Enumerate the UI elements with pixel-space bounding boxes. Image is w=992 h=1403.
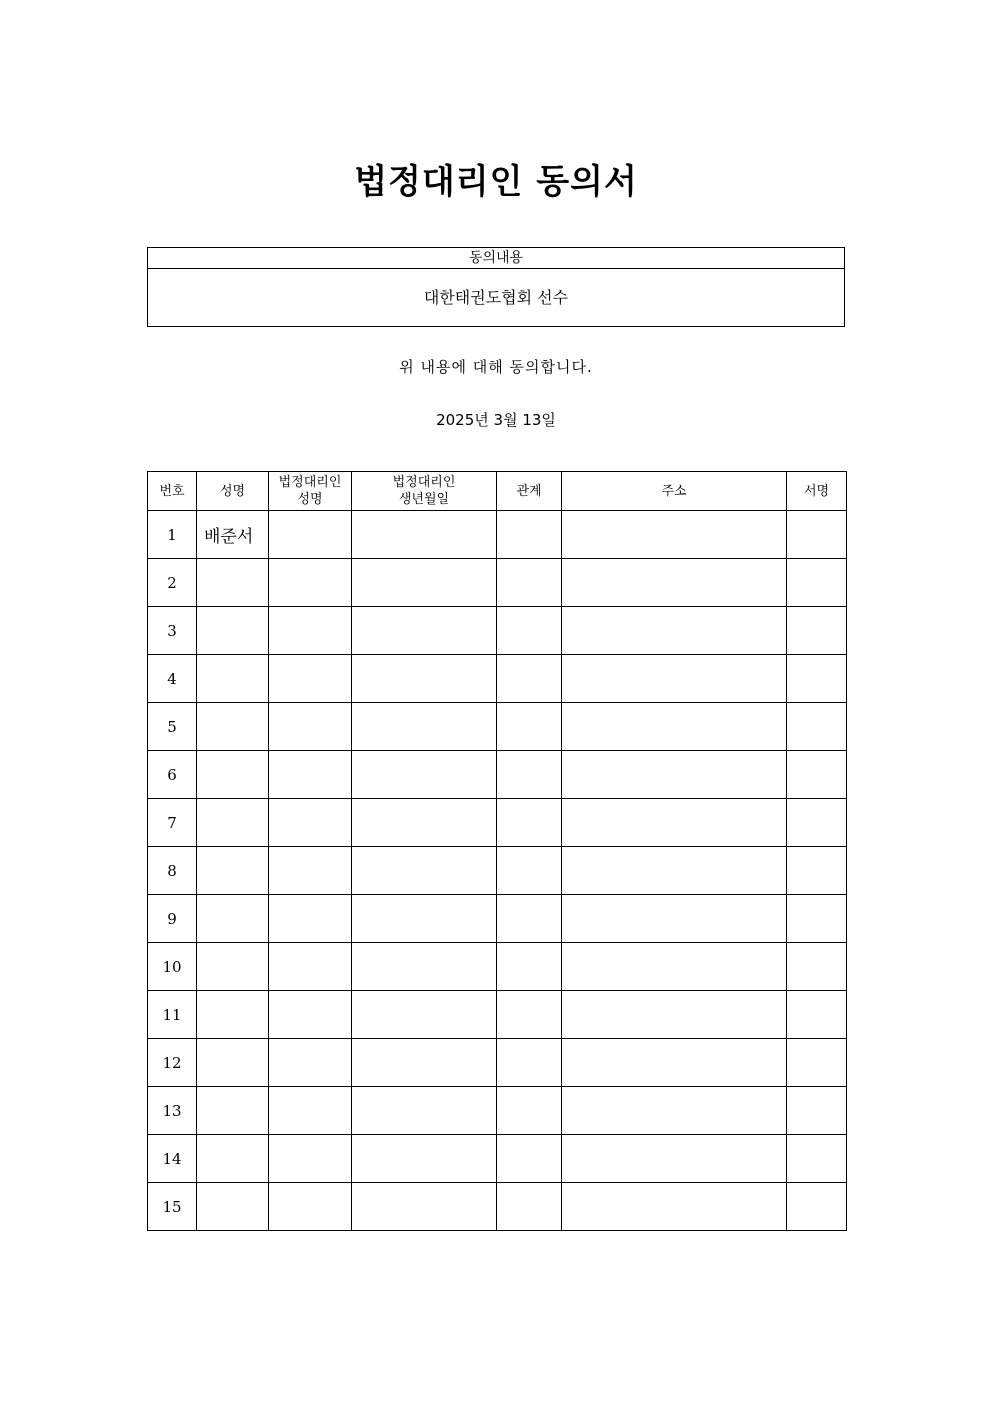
consent-header: 동의내용 <box>148 248 844 269</box>
cell-address <box>562 559 787 607</box>
table-header-row <box>148 472 847 511</box>
table-row <box>148 703 847 751</box>
cell-number: 13 <box>148 1087 197 1135</box>
cell-relation <box>497 1039 562 1087</box>
cell-relation <box>497 1087 562 1135</box>
cell-guardian-birth <box>352 511 497 559</box>
table-row <box>148 847 847 895</box>
cell-guardian-birth <box>352 847 497 895</box>
cell-number: 4 <box>148 655 197 703</box>
cell-signature <box>787 895 847 943</box>
cell-guardian-name <box>269 703 352 751</box>
guardian-roster-table <box>147 471 847 1231</box>
cell-address <box>562 751 787 799</box>
header-guardian-birth <box>352 472 497 511</box>
cell-name <box>197 559 269 607</box>
cell-address <box>562 655 787 703</box>
cell-address <box>562 511 787 559</box>
table-row <box>148 895 847 943</box>
cell-number: 8 <box>148 847 197 895</box>
table-row <box>148 1087 847 1135</box>
cell-relation <box>497 607 562 655</box>
table-row <box>148 511 847 559</box>
cell-relation <box>497 751 562 799</box>
cell-name <box>197 1135 269 1183</box>
cell-guardian-name <box>269 799 352 847</box>
cell-number: 6 <box>148 751 197 799</box>
cell-name <box>197 1039 269 1087</box>
cell-guardian-name <box>269 559 352 607</box>
cell-name <box>197 1087 269 1135</box>
header-guardian-birth-line1: 법정대리인 <box>392 475 456 490</box>
cell-signature <box>787 655 847 703</box>
cell-name <box>197 943 269 991</box>
cell-name <box>197 655 269 703</box>
cell-signature <box>787 943 847 991</box>
cell-number: 7 <box>148 799 197 847</box>
cell-signature <box>787 751 847 799</box>
header-relation: 관계 <box>497 472 562 511</box>
cell-address <box>562 1039 787 1087</box>
header-signature: 서명 <box>787 472 847 511</box>
table-row <box>148 1135 847 1183</box>
cell-guardian-name <box>269 607 352 655</box>
header-name: 성명 <box>197 472 269 511</box>
cell-guardian-name <box>269 1135 352 1183</box>
cell-signature <box>787 559 847 607</box>
cell-guardian-birth <box>352 1087 497 1135</box>
cell-address <box>562 991 787 1039</box>
cell-guardian-birth <box>352 1039 497 1087</box>
cell-number: 3 <box>148 607 197 655</box>
cell-guardian-birth <box>352 895 497 943</box>
cell-number: 12 <box>148 1039 197 1087</box>
table-row <box>148 1183 847 1231</box>
document-title: 법정대리인 동의서 <box>354 162 638 202</box>
cell-guardian-name <box>269 1183 352 1231</box>
table-row <box>148 1039 847 1087</box>
cell-name <box>197 799 269 847</box>
cell-guardian-name <box>269 655 352 703</box>
cell-address <box>562 703 787 751</box>
cell-signature <box>787 1087 847 1135</box>
cell-signature <box>787 703 847 751</box>
cell-relation <box>497 1183 562 1231</box>
cell-relation <box>497 991 562 1039</box>
cell-relation <box>497 943 562 991</box>
cell-guardian-birth <box>352 751 497 799</box>
cell-relation <box>497 847 562 895</box>
cell-guardian-birth <box>352 991 497 1039</box>
header-address: 주소 <box>562 472 787 511</box>
table-row <box>148 607 847 655</box>
cell-relation <box>497 655 562 703</box>
table-row <box>148 991 847 1039</box>
cell-number: 15 <box>148 1183 197 1231</box>
cell-guardian-birth <box>352 1135 497 1183</box>
cell-guardian-birth <box>352 607 497 655</box>
cell-guardian-name <box>269 991 352 1039</box>
cell-name <box>197 991 269 1039</box>
header-guardian-name <box>269 472 352 511</box>
cell-guardian-birth <box>352 1183 497 1231</box>
cell-signature <box>787 1039 847 1087</box>
table-row <box>148 559 847 607</box>
cell-guardian-name <box>269 943 352 991</box>
cell-signature <box>787 991 847 1039</box>
cell-name: 배준서 <box>197 511 269 559</box>
cell-name <box>197 607 269 655</box>
cell-guardian-birth <box>352 943 497 991</box>
cell-name <box>197 847 269 895</box>
cell-guardian-birth <box>352 655 497 703</box>
cell-signature <box>787 799 847 847</box>
cell-number: 2 <box>148 559 197 607</box>
cell-guardian-name <box>269 511 352 559</box>
cell-signature <box>787 1183 847 1231</box>
cell-guardian-birth <box>352 559 497 607</box>
cell-signature <box>787 1135 847 1183</box>
table-row <box>148 943 847 991</box>
cell-address <box>562 895 787 943</box>
table-row <box>148 655 847 703</box>
cell-signature <box>787 511 847 559</box>
table-body <box>148 511 847 1231</box>
cell-address <box>562 1135 787 1183</box>
cell-address <box>562 799 787 847</box>
cell-relation <box>497 1135 562 1183</box>
cell-number: 9 <box>148 895 197 943</box>
cell-address <box>562 943 787 991</box>
cell-relation <box>497 511 562 559</box>
header-number: 번호 <box>148 472 197 511</box>
agreement-statement: 위 내용에 대해 동의합니다. <box>399 358 593 376</box>
cell-relation <box>497 703 562 751</box>
cell-name <box>197 1183 269 1231</box>
cell-address <box>562 1087 787 1135</box>
cell-number: 1 <box>148 511 197 559</box>
cell-guardian-birth <box>352 703 497 751</box>
cell-guardian-name <box>269 1087 352 1135</box>
cell-signature <box>787 607 847 655</box>
cell-number: 5 <box>148 703 197 751</box>
document-date: 2025년 3월 13일 <box>436 411 556 429</box>
cell-name <box>197 751 269 799</box>
consent-box <box>147 247 845 327</box>
cell-relation <box>497 559 562 607</box>
cell-relation <box>497 895 562 943</box>
header-guardian-birth-line2: 생년월일 <box>398 492 450 507</box>
cell-address <box>562 607 787 655</box>
cell-signature <box>787 847 847 895</box>
cell-guardian-birth <box>352 799 497 847</box>
cell-number: 14 <box>148 1135 197 1183</box>
cell-name <box>197 703 269 751</box>
cell-relation <box>497 799 562 847</box>
cell-guardian-name <box>269 751 352 799</box>
header-guardian-name-line2: 성명 <box>297 492 323 507</box>
cell-guardian-name <box>269 895 352 943</box>
cell-name <box>197 895 269 943</box>
cell-guardian-name <box>269 847 352 895</box>
cell-address <box>562 1183 787 1231</box>
cell-number: 11 <box>148 991 197 1039</box>
table-row <box>148 799 847 847</box>
consent-content: 대한태권도협회 선수 <box>423 288 569 307</box>
cell-address <box>562 847 787 895</box>
cell-number: 10 <box>148 943 197 991</box>
header-guardian-name-line1: 법정대리인 <box>278 475 342 490</box>
table-row <box>148 751 847 799</box>
cell-guardian-name <box>269 1039 352 1087</box>
